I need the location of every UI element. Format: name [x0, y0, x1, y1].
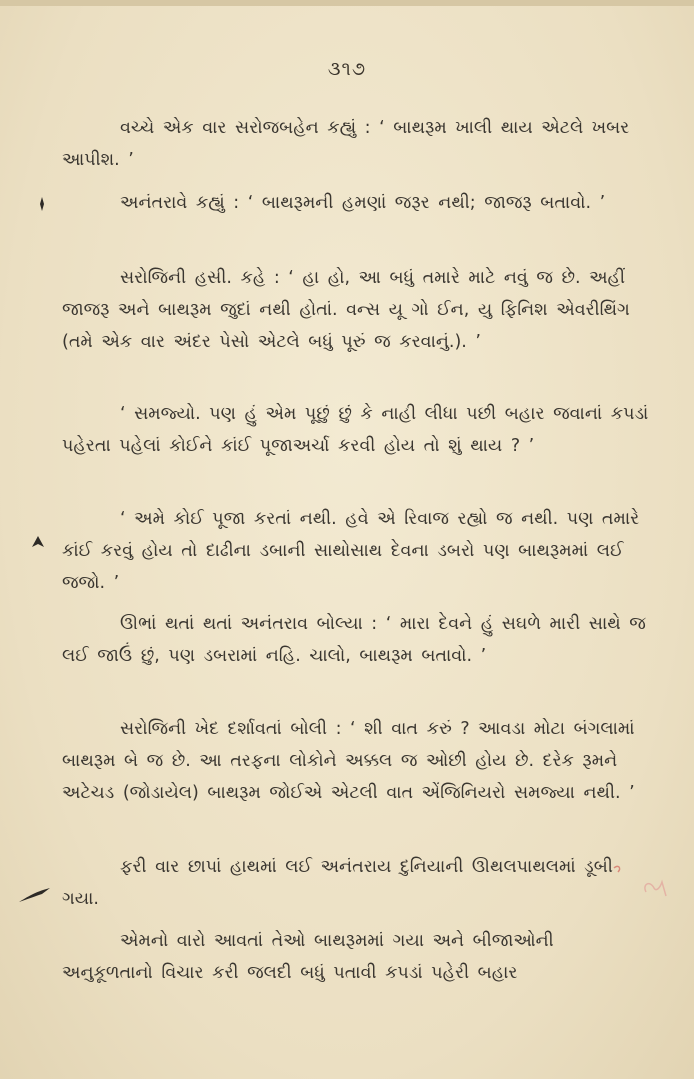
paragraph-1: વચ્ચે એક વાર સરોજબહેન કહ્યું : ‘ બાથરૂમ ખાલી થાય એટલે ખબર આપીશ. ’: [62, 118, 630, 170]
paragraph-9: એમનો વારો આવતાં તેઓ બાથરૂમમાં ગયા અને બીજાઓની અનુકૂળતાનો વિચાર કરી જલદી બધું પતાવી કપડાં પહેરી બહાર: [62, 931, 554, 983]
paragraph-6: ઊભાં થતાં થતાં અનંતરાવ બોલ્યા : ‘ મારા દેવને હું સઘળે મારી સાથે જ લઈ જાઉં છું, પણ ડબરામાં નહિ. ચાલો, બાથરૂમ બતાવો. ’: [62, 614, 646, 666]
page-top-edge: [0, 0, 694, 6]
paragraph-2: અનંતરાવે કહ્યું : ‘ બાથરૂમની હમણાં જરૂર નથી; જાજરૂ બતાવો. ’: [120, 193, 606, 213]
paragraph-8: ફરી વાર છાપાં હાથમાં લઈ અનંતરાય દુનિયાની ઊથલપાથલમાં ડૂબી ગયા.: [62, 857, 613, 909]
paragraph-4: ‘ સમજ્યો. પણ હું એમ પૂછું છું કે નાહી લીધા પછી બહાર જવાનાં કપડાં પહેરતા પહેલાં કોઈને કાંઈ પૂજાઅર્ચા કરવી હોય તો શું થાય ? ’: [62, 404, 649, 456]
page-number: ૩૧૭: [327, 58, 367, 80]
margin-arrow-icon: [34, 196, 50, 216]
pencil-scribble-icon: [606, 862, 676, 906]
margin-arrow-icon: [18, 884, 52, 908]
margin-arrow-icon: [30, 534, 46, 554]
paragraph-5: ‘ અમે કોઈ પૂજા કરતાં નથી. હવે એ રિવાજ રહ્યો જ નથી. પણ તમારે કાંઈ કરવું હોય તો દાઢીના ડબાની સાથોસાથ દેવના ડબરો પણ બાથરૂમમાં લઈ જજો. ’: [62, 509, 640, 593]
paragraph-3: સરોજિની હસી. કહે : ‘ હા હો, આ બધું તમારે માટે નવું જ છે. અહીં જાજરૂ અને બાથરૂમ જુદાં નથી હોતાં. વન્સ યૂ ગો ઈન, યુ ફિનિશ એવરીથિંગ (તમે એક વાર અંદર પેસો એટલે બધું પૂરું જ કરવાનું.). ’: [62, 268, 630, 352]
paragraph-7: સરોજિની ખેદ દર્શાવતાં બોલી : ‘ શી વાત કરું ? આવડા મોટા બંગલામાં બાથરૂમ બે જ છે. આ તરફના લોકોને અક્કલ જ ઓછી હોય છે. દરેક રૂમને અટેચડ (જોડાયેલ) બાથરૂમ જોઈએ એટલી વાત એંજિનિયરો સમજ્યા નથી. ’: [62, 719, 635, 803]
